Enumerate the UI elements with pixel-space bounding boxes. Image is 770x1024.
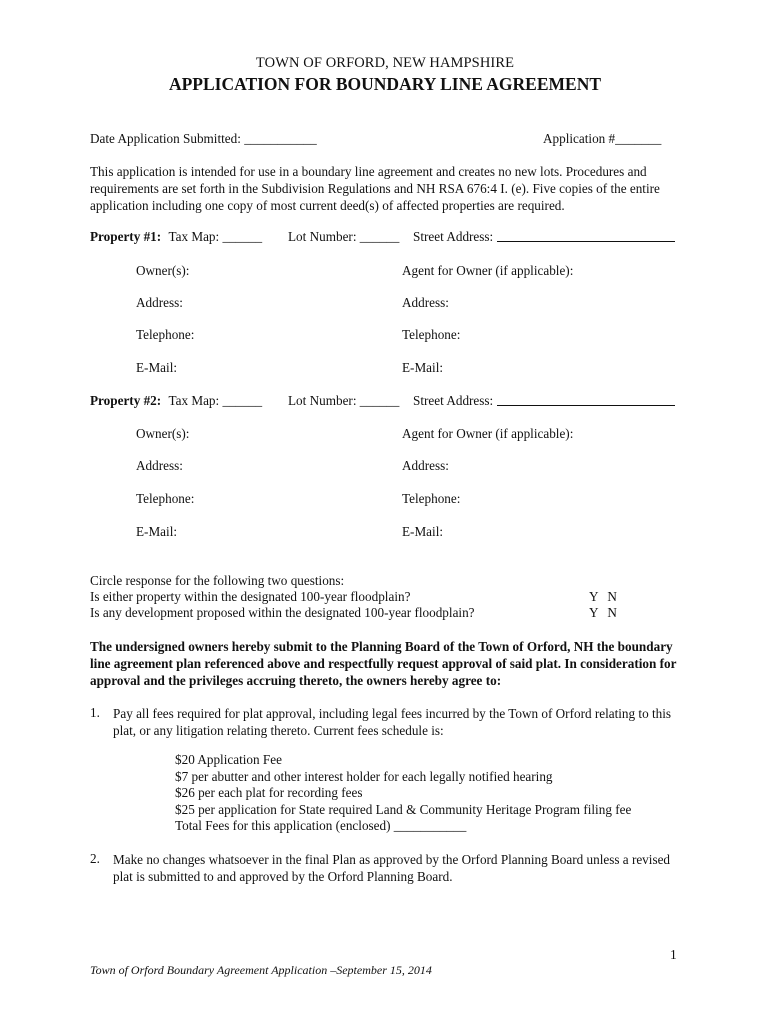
date-submitted-field: Date Application Submitted: ___________ (90, 131, 317, 146)
property2-label: Property #2: (90, 393, 162, 408)
declaration-paragraph: The undersigned owners hereby submit to the Planning Board of the Town of Orford, NH the boundary line agreement plan referenced above and respectfully request approval of said plat. In consideration for approval and the privileges accruing thereto, the owners hereby agree to: (90, 639, 677, 688)
property2-email-label: E-Mail: (136, 524, 178, 539)
page-number: 1 (670, 947, 677, 962)
item-2-text: Make no changes whatsoever in the final Plan as approved by the Orford Planning Board unless a revised plat is submitted to and approved by the Orford Planning Board. (113, 852, 671, 884)
property1-email-label: E-Mail: (136, 360, 178, 375)
property2-street-blank (497, 393, 675, 406)
fee-item: $25 per application for State required Land & Community Heritage Program filing fee (175, 801, 632, 817)
property1-owner-label: Owner(s): (136, 263, 190, 278)
property2-owner-label: Owner(s): (136, 426, 190, 441)
property1-street (413, 229, 675, 245)
item-1-number: 1. (90, 705, 100, 720)
property1-telephone-label: Telephone: (136, 327, 195, 342)
application-number-field: Application #_______ (543, 131, 662, 146)
property2-row (90, 393, 262, 409)
property2-agent-address-label: Address: (402, 458, 449, 473)
fee-item: $7 per abutter and other interest holder for each legally notified hearing (175, 768, 553, 784)
property1-agent-label: Agent for Owner (if applicable): (402, 263, 574, 278)
question-1: Is either property within the designated 100-year floodplain? (90, 589, 411, 604)
page-title: APPLICATION FOR BOUNDARY LINE AGREEMENT (168, 74, 602, 94)
property2-street-label: Street Address: (413, 393, 494, 408)
property1-street-blank (497, 229, 675, 242)
property1-agent-email-label: E-Mail: (402, 360, 444, 375)
fees-list (175, 752, 631, 835)
property1-agent-telephone-label: Telephone: (402, 327, 461, 342)
property2-address-label: Address: (136, 458, 183, 473)
property1-lot-number: Lot Number: ______ (288, 229, 400, 244)
property1-address-label: Address: (136, 295, 183, 310)
property2-street (413, 393, 675, 409)
property2-tax-map: Tax Map: ______ (168, 393, 263, 408)
property2-agent-email-label: E-Mail: (402, 524, 444, 539)
property2-agent-label: Agent for Owner (if applicable): (402, 426, 574, 441)
item-1-text: Pay all fees required for plat approval, including legal fees incurred by the Town of Orford relating to this plat, or any litigation relating thereto. Current fees schedule is: (113, 706, 672, 738)
property2-lot-number: Lot Number: ______ (288, 393, 400, 408)
property1-street-label: Street Address: (413, 229, 494, 244)
fee-item: $20 Application Fee (175, 752, 282, 767)
property2-agent-telephone-label: Telephone: (402, 491, 461, 506)
property1-agent-address-label: Address: (402, 295, 449, 310)
town-heading: TOWN OF ORFORD, NEW HAMPSHIRE (255, 55, 515, 71)
fee-item: $26 per each plat for recording fees (175, 785, 363, 801)
intro-paragraph: This application is intended for use in a boundary line agreement and creates no new lots. Procedures and requirements are set forth in the Subdivision Regulations and NH RSA 676:4 I. (e). Five copies of the entire application including one copy of most current deed(s) of affected properties are required. (90, 164, 660, 213)
fee-total: Total Fees for this application (enclosed) ___________ (175, 818, 467, 834)
question-1-yes-no: Y N (589, 589, 617, 604)
questions-intro: Circle response for the following two questions: (90, 573, 345, 588)
property2-telephone-label: Telephone: (136, 491, 195, 506)
footer-text: Town of Orford Boundary Agreement Application –September 15, 2014 (90, 963, 432, 977)
question-2-yes-no: Y N (589, 605, 617, 620)
question-2: Is any development proposed within the designated 100-year floodplain? (90, 605, 475, 620)
property1-label: Property #1: (90, 229, 162, 244)
item-2-number: 2. (90, 851, 100, 866)
property1-row (90, 229, 262, 245)
property1-tax-map: Tax Map: ______ (168, 229, 263, 244)
